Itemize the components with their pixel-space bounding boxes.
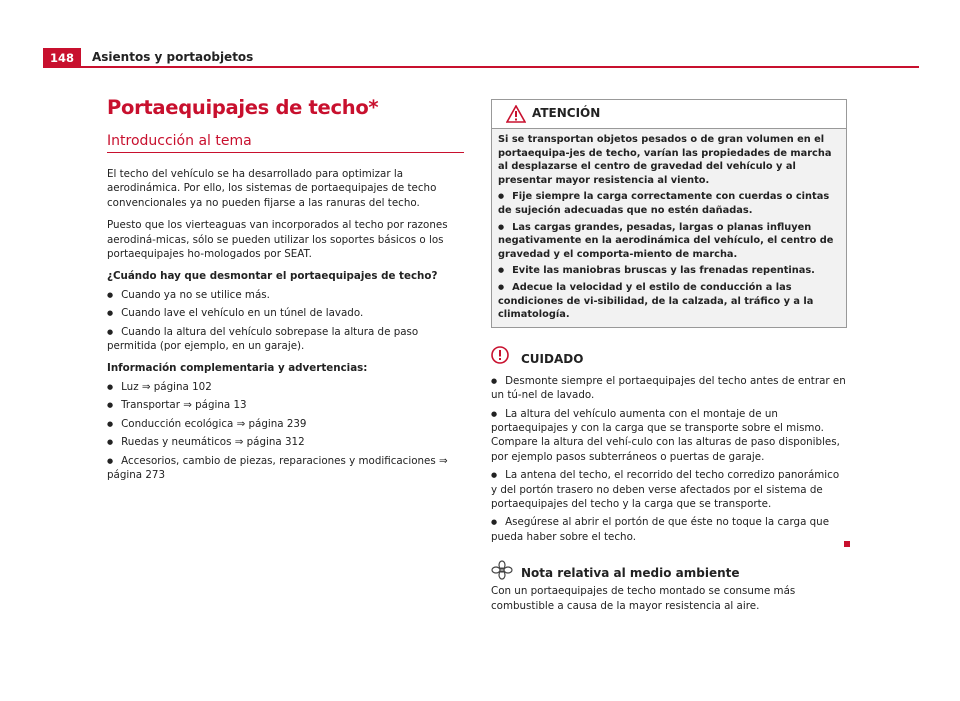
list-item: ● Adecue la velocidad y el estilo de conducción a las condiciones de vi-sibilidad, de la calzada, al tráfico y a la climatología. (498, 281, 840, 322)
intro-paragraph-1: El techo del vehículo se ha desarrollado para optimizar la aerodinámica. Por ello, los sistemas de portaequipajes de techo convencionales ya no pueden fijarse a las ranuras del techo. (107, 168, 437, 209)
section-title: Portaequipajes de techo* (107, 96, 379, 119)
warning-triangle-icon (506, 105, 526, 123)
link-item[interactable]: ● Luz ⇒ página 102 (107, 380, 464, 394)
list-item: ● La antena del techo, el recorrido del techo corredizo panorámico y del portón trasero no deben verse afectados por el sistema de portaequipajes del techo y la carga que se transporte. (491, 468, 847, 511)
environment-title: Nota relativa al medio ambiente (521, 566, 740, 581)
list-item: ● Desmonte siempre el portaequipajes del techo antes de entrar en un tú-nel de lavado. (491, 374, 847, 403)
caution-icon (491, 346, 509, 364)
right-column (491, 99, 847, 613)
warning-title: ATENCIÓN (532, 106, 601, 120)
list-item: ● Fije siempre la carga correctamente con cuerdas o cintas de sujeción adecuadas que no estén dañadas. (498, 190, 840, 217)
intro-paragraph-2: Puesto que los vierteaguas van incorporados al techo por razones aerodiná-micas, sólo se pueden utilizar los soportes básicos o los portaequipajes ho-mologados por SEAT. (107, 219, 448, 261)
list-item: ● Las cargas grandes, pesadas, largas o planas influyen negativamente en la aerodinámica del vehículo, el centro de gravedad y el comporta-miento de marcha. (498, 221, 840, 262)
list-item: ● Cuando la altura del vehículo sobrepase la altura de paso permitida (por ejemplo, en un garaje). (107, 325, 464, 354)
caution-header (491, 346, 847, 370)
warning-body (492, 129, 846, 327)
caution-title: CUIDADO (521, 351, 584, 366)
environment-text: Con un portaequipajes de techo montado se consume más combustible a causa de la mayor resistencia al aire. (491, 585, 796, 612)
page-number: 148 (43, 48, 81, 68)
list-item: ● Cuando ya no se utilice más. (107, 288, 464, 302)
warning-box (491, 99, 847, 328)
page-header (43, 48, 919, 68)
list-item: ● Cuando lave el vehículo en un túnel de lavado. (107, 306, 464, 320)
warning-intro: Si se transportan objetos pesados o de gran volumen en el portaequipa-jes de techo, varían las propiedades de marcha al desplazarse el centro de gravedad del vehículo y al presentar mayor resistencia al viento. (498, 134, 832, 186)
list-item: ● Asegúrese al abrir el portón de que éste no toque la carga que pueda haber sobre el techo. (491, 515, 847, 544)
link-item[interactable]: ● Conducción ecológica ⇒ página 239 (107, 417, 464, 431)
flower-icon (491, 560, 513, 580)
info-heading: Información complementaria y advertencias: (107, 362, 368, 375)
left-column (107, 96, 464, 482)
when-question: ¿Cuándo hay que desmontar el portaequipajes de techo? (107, 270, 438, 283)
end-of-section-marker (844, 541, 850, 547)
chapter-title: Asientos y portaobjetos (92, 50, 254, 64)
link-item[interactable]: ● Accesorios, cambio de piezas, reparaciones y modificaciones ⇒ página 273 (107, 454, 464, 483)
warning-header (492, 100, 846, 129)
list-item: ● La altura del vehículo aumenta con el montaje de un portaequipajes y con la carga que se transporte sobre el mismo. Compare la altura del vehí-culo con las alturas de paso disponibles, por ejemplo pasos subterráneos o puertas de garaje. (491, 407, 847, 465)
list-item: ● Evite las maniobras bruscas y las frenadas repentinas. (498, 264, 840, 278)
link-item[interactable]: ● Ruedas y neumáticos ⇒ página 312 (107, 435, 464, 449)
link-item[interactable]: ● Transportar ⇒ página 13 (107, 398, 464, 412)
section-subtitle: Introducción al tema (107, 133, 464, 153)
environment-header (491, 560, 847, 584)
